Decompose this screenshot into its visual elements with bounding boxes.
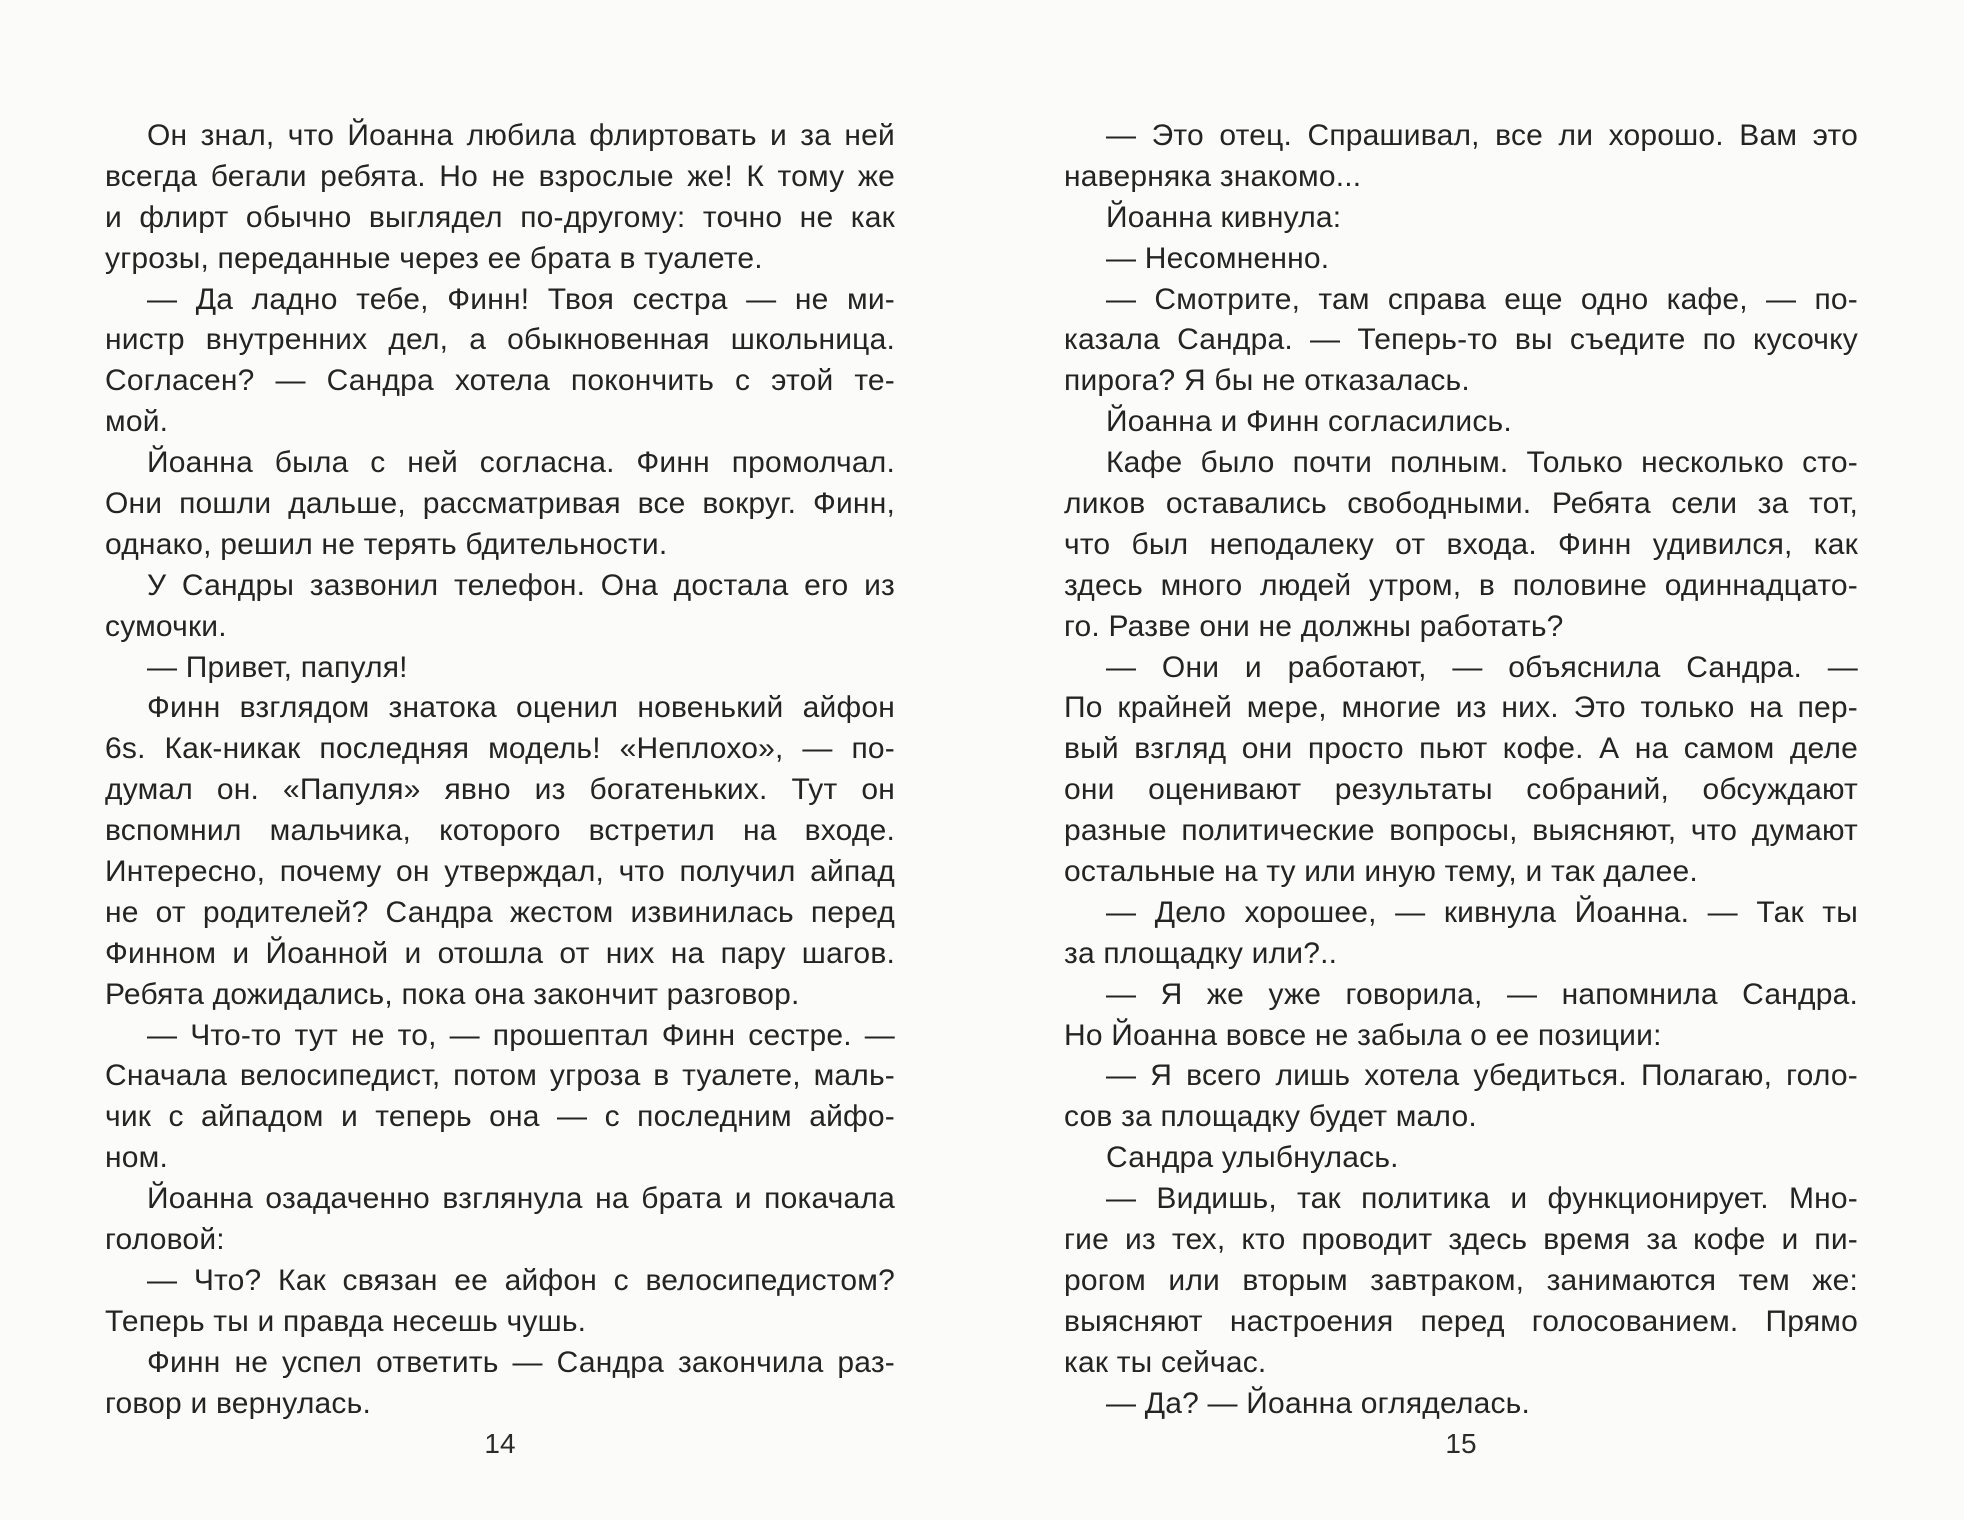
- text-line: Теперь ты и правда несешь чушь.: [105, 1304, 587, 1338]
- text-line: — Да ладно тебе, Финн! Твоя сестра — не ми-: [147, 282, 895, 316]
- text-line: казала Сандра. — Теперь-то вы съедите по кусочку: [1064, 323, 1858, 357]
- text-line: думал он. «Папуля» явно из богатеньких. Тут он: [105, 773, 895, 807]
- text-line: за площадку или?..: [1064, 936, 1338, 970]
- text-line: сумочки.: [105, 609, 227, 643]
- text-line: Финн взглядом знатока оценил новенький айфон: [147, 691, 895, 725]
- text-line: Кафе было почти полным. Только несколько сто-: [1106, 446, 1858, 480]
- text-line: — Привет, папуля!: [147, 650, 408, 684]
- text-line: остальные на ту или иную тему, и так далее.: [1064, 855, 1698, 889]
- text-line: — Это отец. Спрашивал, все ли хорошо. Вам это: [1106, 119, 1858, 152]
- text-line: не от родителей? Сандра жестом извинилась перед: [105, 895, 895, 929]
- text-line: и флирт обычно выглядел по-другому: точно не как: [105, 200, 895, 234]
- text-line: нистр внутренних дел, а обыкновенная школьница.: [105, 323, 895, 357]
- text-line: Они пошли дальше, рассматривая все вокруг. Финн,: [105, 487, 895, 521]
- text-line: ном.: [105, 1141, 169, 1175]
- text-line: Йоанна была с ней согласна. Финн промолчал.: [147, 446, 895, 480]
- text-line: — Они и работают, — объяснила Сандра. —: [1106, 650, 1858, 684]
- text-line: здесь много людей утром, в половине одиннадцато-: [1064, 568, 1858, 602]
- text-line: угрозы, переданные через ее брата в туалете.: [105, 241, 763, 275]
- text-line: вспомнил мальчика, которого встретил на входе.: [105, 814, 895, 848]
- page-number-left: 14: [484, 1428, 516, 1459]
- text-line: Он знал, что Йоанна любила флиртовать и за ней: [147, 119, 895, 152]
- text-line: говор и вернулась.: [105, 1386, 371, 1420]
- text-line: — Видишь, так политика и функционирует. Мно-: [1106, 1182, 1858, 1216]
- text-line: Сначала велосипедист, потом угроза в туалете, маль-: [105, 1059, 895, 1093]
- text-line: Сандра улыбнулась.: [1106, 1141, 1399, 1175]
- text-line: рогом или вторым завтраком, занимаются тем же:: [1064, 1263, 1858, 1297]
- text-line: Йоанна и Финн согласились.: [1106, 405, 1512, 439]
- text-line: Но Йоанна вовсе не забыла о ее позиции:: [1064, 1018, 1662, 1052]
- text-line: — Смотрите, там справа еще одно кафе, — по-: [1106, 282, 1858, 316]
- page-15-text-block: [1064, 116, 1858, 1425]
- text-line: 6s. Как-никак последняя модель! «Неплохо», — по-: [105, 732, 895, 766]
- text-line: выясняют настроения перед голосованием. Прямо: [1064, 1304, 1858, 1338]
- text-line: что был неподалеку от входа. Финн удивился, как: [1064, 527, 1858, 561]
- page-number-right: 15: [1445, 1428, 1477, 1459]
- text-line: Йоанна озадаченно взглянула на брата и покачала: [147, 1182, 895, 1216]
- text-line: пирога? Я бы не отказалась.: [1064, 364, 1470, 398]
- text-line: Ребята дожидались, пока она закончит разговор.: [105, 977, 800, 1011]
- text-line: наверняка знакомо...: [1064, 159, 1362, 193]
- text-line: однако, решил не терять бдительности.: [105, 527, 668, 561]
- text-line: — Да? — Йоанна огляделась.: [1106, 1386, 1531, 1420]
- text-line: гие из тех, кто проводит здесь время за кофе и пи-: [1064, 1223, 1858, 1257]
- text-line: Йоанна кивнула:: [1106, 200, 1342, 234]
- text-line: головой:: [105, 1223, 225, 1257]
- text-line: они оценивают результаты собраний, обсуждают: [1064, 773, 1858, 807]
- text-line: всегда бегали ребята. Но не взрослые же! К тому же: [105, 159, 895, 193]
- text-line: Согласен? — Сандра хотела покончить с этой те-: [105, 364, 895, 398]
- text-line: чик с айпадом и теперь она — с последним айфо-: [105, 1100, 895, 1134]
- text-line: — Что? Как связан ее айфон с велосипедистом?: [147, 1263, 895, 1297]
- text-line: По крайней мере, многие из них. Это только на пер-: [1064, 691, 1858, 725]
- text-line: разные политические вопросы, выясняют, что думают: [1064, 814, 1858, 848]
- text-line: ликов оставались свободными. Ребята сели за тот,: [1064, 487, 1858, 521]
- text-line: — Я же уже говорила, — напомнила Сандра.: [1106, 977, 1858, 1011]
- text-line: мой.: [105, 405, 169, 439]
- text-line: — Я всего лишь хотела убедиться. Полагаю, голо-: [1106, 1059, 1858, 1093]
- text-line: Интересно, почему он утверждал, что получил айпад: [105, 855, 895, 889]
- text-line: Финном и Йоанной и отошла от них на пару шагов.: [105, 936, 895, 970]
- text-line: как ты сейчас.: [1064, 1345, 1267, 1379]
- text-line: — Несомненно.: [1106, 241, 1330, 275]
- page-14-text-block: [105, 116, 895, 1425]
- text-line: вый взгляд они просто пьют кофе. А на самом деле: [1064, 732, 1858, 766]
- text-line: — Что-то тут не то, — прошептал Финн сестре. —: [147, 1018, 895, 1052]
- text-line: сов за площадку будет мало.: [1064, 1100, 1477, 1134]
- text-line: У Сандры зазвонил телефон. Она достала его из: [147, 568, 895, 602]
- text-line: Финн не успел ответить — Сандра закончила раз-: [147, 1345, 895, 1379]
- text-line: — Дело хорошее, — кивнула Йоанна. — Так ты: [1106, 895, 1858, 929]
- text-line: го. Разве они не должны работать?: [1064, 609, 1564, 643]
